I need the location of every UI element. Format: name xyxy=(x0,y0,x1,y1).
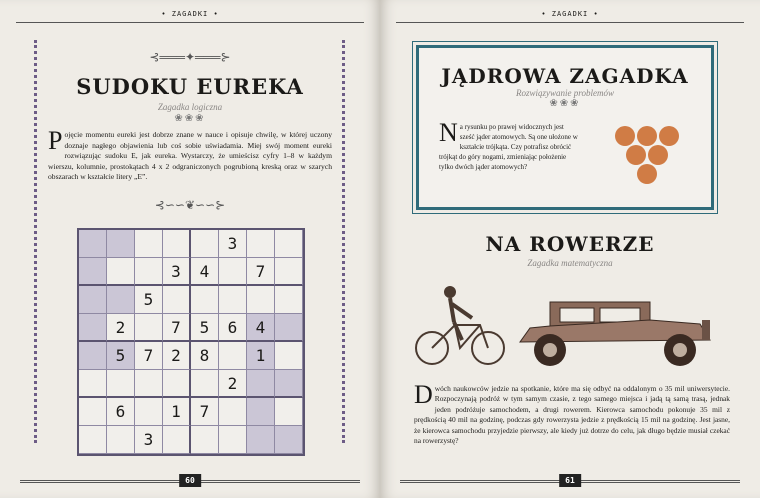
ornament-icon: ⊰═══✦═══⊱ xyxy=(149,50,231,64)
nucleus xyxy=(659,126,679,146)
nucleus xyxy=(615,126,635,146)
divider xyxy=(396,22,744,23)
sudoku-cell xyxy=(275,398,303,426)
sudoku-cell xyxy=(191,286,219,314)
sudoku-cell xyxy=(247,370,275,398)
paragraph: wóch naukowców jedzie na spotkanie, które ma się odbyć na oddalonym o 35 mil uniwersytecie. Rozpoczynają podróż w tym samym czasie, z tego samego miejsca i jadą tą samą trasą, jednak jeden podróżuje samochodem, a drugi rowerem. Kierowca samochodu pokonuje 35 mil z prędkością 40 mil na godzinę, podczas gdy rowerzysta jedzie z prędkością 15 mil na godzinę. Jest jasne, że kierowca samochodu przyjedzie pierwszy, ale kiedy już dotrze do celu, jak długo będzie musiał czekać na rowerzystę? xyxy=(414,384,730,446)
sudoku-cell xyxy=(191,370,219,398)
subtitle: Zagadka logiczna xyxy=(157,102,223,112)
sudoku-cell xyxy=(191,230,219,258)
sudoku-cell: 3 xyxy=(135,426,163,454)
sudoku-cell xyxy=(79,370,107,398)
sudoku-cell xyxy=(79,286,107,314)
drop-cap: P xyxy=(48,126,63,155)
sudoku-cell xyxy=(275,286,303,314)
sudoku-cell xyxy=(79,398,107,426)
sudoku-cell xyxy=(219,342,247,370)
sudoku-cell xyxy=(163,286,191,314)
box-text xyxy=(439,118,579,172)
sudoku-cell: 5 xyxy=(191,314,219,342)
sudoku-cell: 3 xyxy=(163,258,191,286)
nucleus xyxy=(648,145,668,165)
sudoku-cell xyxy=(79,258,107,286)
flower-icons: ❀❀❀ xyxy=(174,113,206,124)
section-title: NA ROWERZE xyxy=(485,232,655,256)
bicycle-icon xyxy=(416,287,504,364)
sudoku-cell xyxy=(135,258,163,286)
divider xyxy=(16,22,364,23)
sudoku-cell xyxy=(107,370,135,398)
sudoku-cell xyxy=(219,426,247,454)
sudoku-cell xyxy=(135,370,163,398)
page-number: 60 xyxy=(179,474,201,487)
intro-text xyxy=(48,126,332,183)
sudoku-cell xyxy=(79,342,107,370)
sudoku-cell xyxy=(135,398,163,426)
sudoku-cell xyxy=(247,398,275,426)
sudoku-cell: 7 xyxy=(247,258,275,286)
sudoku-cell: 7 xyxy=(191,398,219,426)
sudoku-cell xyxy=(107,426,135,454)
nucleus xyxy=(637,126,657,146)
right-page xyxy=(380,0,760,498)
sudoku-cell xyxy=(163,370,191,398)
sudoku-cell xyxy=(107,286,135,314)
nuclei-triangle xyxy=(615,126,685,196)
bicycle-car-illustration xyxy=(410,280,730,375)
sudoku-cell: 6 xyxy=(219,314,247,342)
sudoku-cell xyxy=(247,230,275,258)
footer xyxy=(400,474,740,488)
sudoku-cell xyxy=(163,230,191,258)
nucleus xyxy=(626,145,646,165)
sudoku-cell: 3 xyxy=(219,230,247,258)
sudoku-cell xyxy=(275,230,303,258)
sudoku-cell: 8 xyxy=(191,342,219,370)
box-title: JĄDROWA ZAGADKA xyxy=(441,64,689,88)
sudoku-cell xyxy=(107,230,135,258)
sudoku-cell xyxy=(191,426,219,454)
car-icon xyxy=(520,302,710,366)
dotted-border xyxy=(342,40,345,443)
sudoku-cell: 7 xyxy=(135,342,163,370)
sudoku-cell xyxy=(135,314,163,342)
sudoku-cell xyxy=(107,258,135,286)
sudoku-cell xyxy=(79,426,107,454)
sudoku-cell xyxy=(219,286,247,314)
sudoku-cell xyxy=(275,314,303,342)
flower-icons: ❀❀❀ xyxy=(549,98,581,109)
sudoku-cell: 1 xyxy=(247,342,275,370)
sudoku-cell: 4 xyxy=(191,258,219,286)
sudoku-cell: 6 xyxy=(107,398,135,426)
sudoku-cell xyxy=(275,342,303,370)
paragraph: ojęcie momentu eureki jest dobrze znane w nauce i opisuje chwilę, w której uczony doznaje nagłego objawienia lub coś sobie uświadamia. Miej swój moment eureki rozwiązując sudoku E, jak eureka. Wystarczy, że umieścisz cyfry 1–8 w każdym wierszu, kolumnie, prostokątach 4 x 2 odgraniczonych pogrubioną kreską oraz w szarych obszarach w kształcie litery „E”. xyxy=(48,130,332,182)
sudoku-cell: 5 xyxy=(135,286,163,314)
sudoku-cell: 2 xyxy=(219,370,247,398)
dotted-border xyxy=(34,40,37,443)
page-title: SUDOKU EUREKA xyxy=(76,74,304,99)
sudoku-cell: 4 xyxy=(247,314,275,342)
paragraph: a rysunku po prawej widocznych jest sześć jąder atomowych. Są one ułożone w kształcie trójkąta. Czy potrafisz obrócić trójkąt do góry nogami, zmieniając położenie tylko dwóch jąder atomowych? xyxy=(439,123,578,171)
footer xyxy=(20,474,360,488)
puzzle-text xyxy=(414,380,730,446)
sudoku-cell xyxy=(247,286,275,314)
subtitle: Zagadka matematyczna xyxy=(527,258,613,268)
ornament-icon: ⊰∽∽❦∽∽⊱ xyxy=(154,198,226,212)
sudoku-cell: 5 xyxy=(107,342,135,370)
sudoku-cell xyxy=(275,370,303,398)
sudoku-cell xyxy=(219,258,247,286)
sudoku-cell xyxy=(275,426,303,454)
page-number: 61 xyxy=(559,474,581,487)
sudoku-cell: 7 xyxy=(163,314,191,342)
sudoku-cell xyxy=(79,314,107,342)
sudoku-cell xyxy=(219,398,247,426)
sudoku-cell xyxy=(79,230,107,258)
sudoku-cell: 2 xyxy=(163,342,191,370)
sudoku-cell xyxy=(247,426,275,454)
drop-cap: N xyxy=(439,118,458,147)
drop-cap: D xyxy=(414,380,433,409)
sudoku-cell xyxy=(275,258,303,286)
nucleus xyxy=(637,164,657,184)
sudoku-cell xyxy=(135,230,163,258)
running-head: • ZAGADKI • xyxy=(161,10,219,18)
sudoku-grid xyxy=(77,228,305,456)
running-head: • ZAGADKI • xyxy=(541,10,599,18)
sudoku-cell: 1 xyxy=(163,398,191,426)
box-subtitle: Rozwiązywanie problemów xyxy=(516,88,614,98)
sudoku-cell xyxy=(163,426,191,454)
puzzle-box xyxy=(416,45,714,210)
sudoku-cell: 2 xyxy=(107,314,135,342)
